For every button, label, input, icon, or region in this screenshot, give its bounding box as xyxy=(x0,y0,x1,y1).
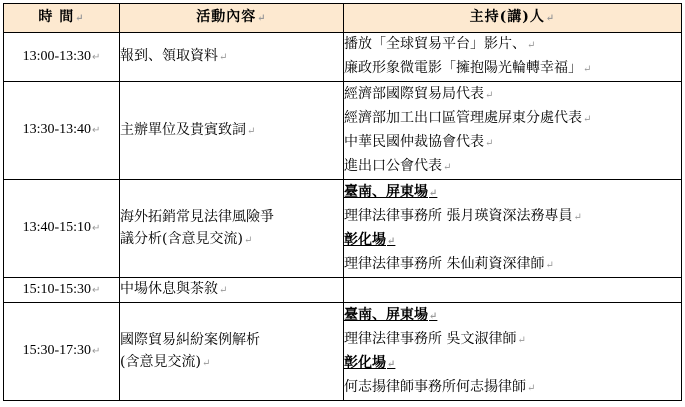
activity-text: 國際貿易糾紛案例解析 xyxy=(120,331,260,348)
activity-cell xyxy=(120,33,344,82)
venue-heading: 彰化場↵ xyxy=(344,231,396,248)
time-text: 15:30-17:30 xyxy=(22,343,92,358)
table-row xyxy=(4,82,682,180)
host-cell xyxy=(344,33,682,82)
host-line: 進出口公會代表↵ xyxy=(344,157,452,174)
activity-text: 主辦單位及貴賓致詞↵ xyxy=(120,121,256,138)
table-row xyxy=(4,33,682,82)
host-line: 理律法律事務所 張月瑛資深法務專員↵ xyxy=(344,207,582,224)
host-line: 理律法律事務所 吳文淑律師↵ xyxy=(344,330,526,347)
activity-cell xyxy=(120,303,344,401)
venue-heading: 彰化場↵ xyxy=(344,354,396,371)
activity-cell xyxy=(120,82,344,180)
header-time: 時 間↵ xyxy=(4,4,120,33)
time-cell: 13:40-15:10↵ xyxy=(4,180,120,278)
time-text: 13:30-13:40 xyxy=(22,122,92,137)
activity-text: 海外拓銷常見法律風險爭 xyxy=(120,208,274,225)
time-text: 15:10-15:30 xyxy=(22,281,92,297)
time-cell: 13:30-13:40↵ xyxy=(4,82,120,180)
host-line: 理律法律事務所 朱仙莉資深律師↵ xyxy=(344,255,554,272)
host-cell xyxy=(344,303,682,401)
host-cell xyxy=(344,180,682,278)
header-activity: 活動內容↵ xyxy=(120,4,344,33)
host-line: 經濟部國際貿易局代表↵ xyxy=(344,85,494,102)
venue-heading: 臺南、屏東場↵ xyxy=(344,306,438,323)
activity-text: 中場休息與茶敘↵ xyxy=(120,281,228,297)
host-line: 播放「全球貿易平台」影片、↵ xyxy=(344,36,536,52)
host-line: 何志揚律師事務所何志揚律師↵ xyxy=(344,378,536,395)
activity-cell xyxy=(120,180,344,278)
time-text: 13:40-15:10 xyxy=(22,220,92,235)
agenda-table xyxy=(3,3,682,401)
venue-heading: 臺南、屏東場↵ xyxy=(344,183,438,200)
activity-text: (含意見交流)↵ xyxy=(120,353,211,370)
table-row xyxy=(4,278,682,303)
activity-text: 報到、領取資料↵ xyxy=(120,48,228,64)
host-line: 經濟部加工出口區管理處屏東分處代表↵ xyxy=(344,109,592,126)
time-cell: 13:00-13:30↵ xyxy=(4,33,120,82)
table-row xyxy=(4,303,682,401)
time-cell: 15:10-15:30↵ xyxy=(4,278,120,303)
host-line: 廉政形象微電影「擁抱陽光輪轉幸福」↵ xyxy=(344,60,592,76)
activity-text: 議分析(含意見交流)↵ xyxy=(120,230,253,247)
activity-cell xyxy=(120,278,344,303)
time-cell: 15:30-17:30↵ xyxy=(4,303,120,401)
host-cell xyxy=(344,82,682,180)
host-cell xyxy=(344,278,682,303)
header-row xyxy=(4,4,682,33)
header-host: 主持(講)人↵ xyxy=(344,4,682,33)
time-text: 13:00-13:30 xyxy=(22,48,92,64)
table-row xyxy=(4,180,682,278)
host-line: 中華民國仲裁協會代表↵ xyxy=(344,133,494,150)
